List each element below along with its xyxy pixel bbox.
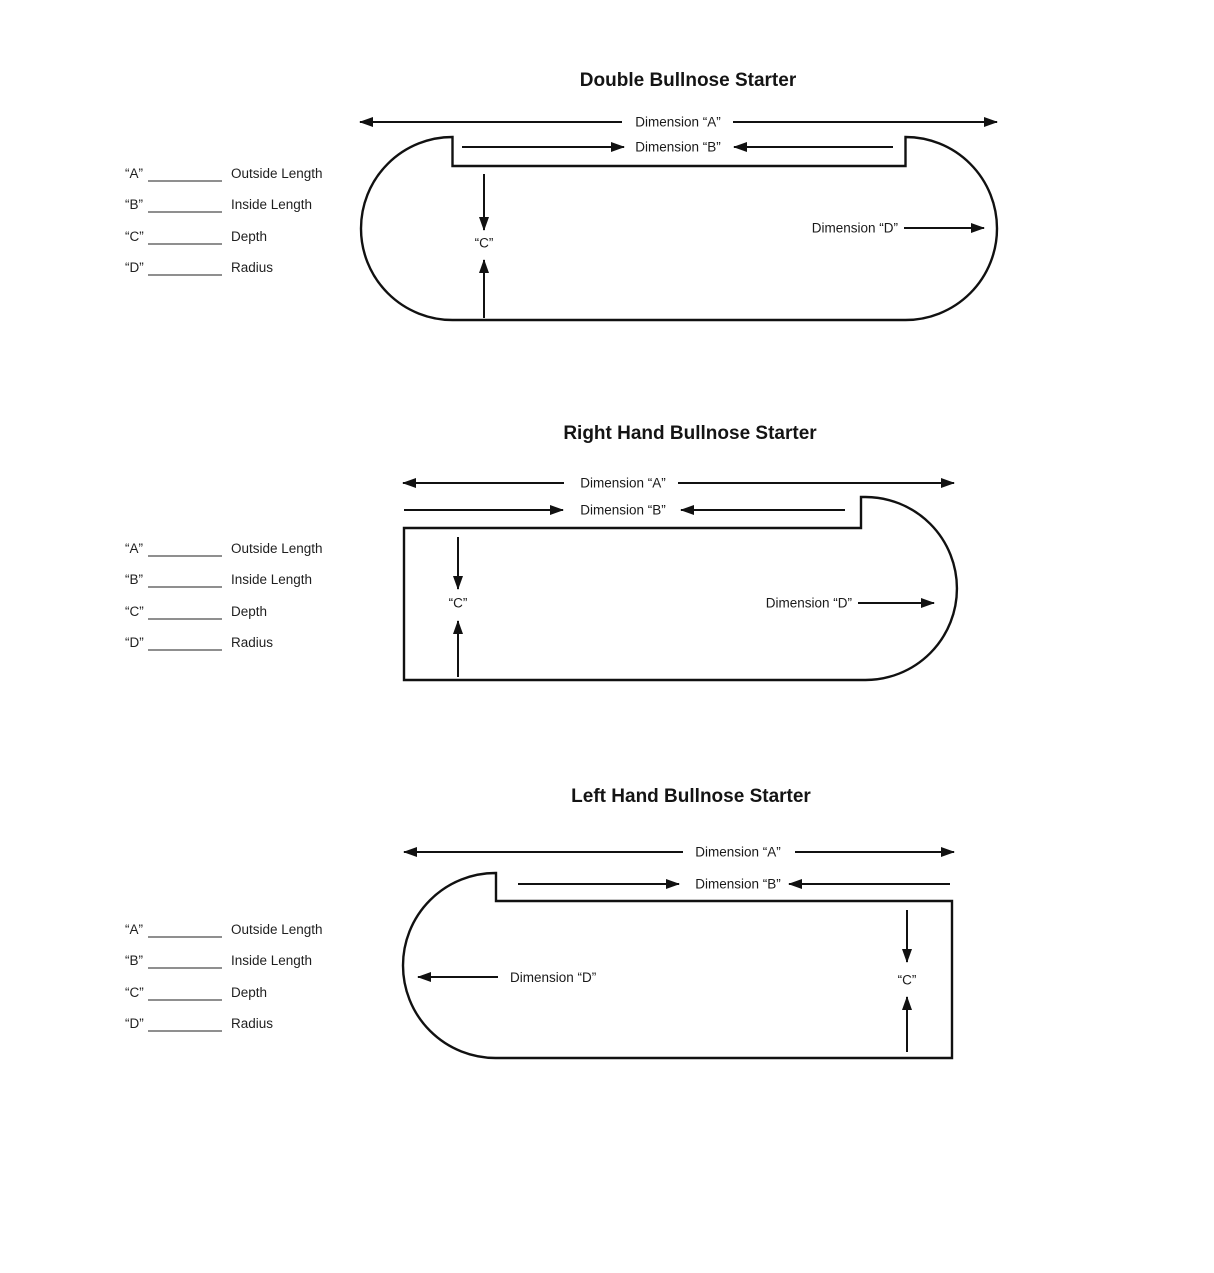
- form-row-c: [125, 602, 385, 633]
- right-hand-bullnose-diagram: [393, 470, 965, 690]
- dim-d-label: Dimension “D”: [765, 595, 852, 611]
- dimension-description-c: Depth: [231, 603, 268, 619]
- dim-c-label: “C”: [897, 972, 917, 988]
- form-row-b: [125, 195, 385, 226]
- dimension-description-b: Inside Length: [231, 953, 313, 969]
- dim-b-label: Dimension “B”: [580, 502, 666, 518]
- dimension-letter-d: “D”: [125, 1016, 144, 1032]
- dimension-description-a: Outside Length: [231, 541, 323, 556]
- dimension-description-d: Radius: [231, 1016, 274, 1032]
- dimension-form-left-hand-bullnose: [125, 920, 385, 1046]
- dimension-letter-b: “B”: [125, 953, 143, 969]
- dimension-letter-a: “A”: [125, 541, 143, 556]
- section-title-right-hand-bullnose: Right Hand Bullnose Starter: [563, 423, 817, 444]
- fill-in-blank-c: [148, 229, 222, 245]
- dimension-description-a: Outside Length: [231, 922, 323, 937]
- dimension-description-b: Inside Length: [231, 572, 313, 588]
- fill-in-blank-a: [148, 922, 222, 938]
- form-row-a: [125, 539, 385, 570]
- dimension-letter-a: “A”: [125, 166, 143, 181]
- left-hand-bullnose-diagram: [393, 840, 965, 1068]
- dimension-letter-d: “D”: [125, 260, 144, 276]
- dimension-letter-c: “C”: [125, 984, 144, 1000]
- dimension-letter-c: “C”: [125, 228, 144, 244]
- dimension-letter-c: “C”: [125, 603, 144, 619]
- fill-in-blank-a: [148, 166, 222, 182]
- dim-a-label: Dimension “A”: [580, 475, 666, 491]
- dim-c-label: “C”: [474, 235, 494, 251]
- form-row-c: [125, 983, 385, 1014]
- fill-in-blank-b: [148, 197, 222, 213]
- dimension-description-c: Depth: [231, 228, 268, 244]
- dimension-letter-b: “B”: [125, 572, 143, 588]
- fill-in-blank-d: [148, 635, 222, 651]
- dimension-letter-d: “D”: [125, 635, 144, 651]
- dim-b-label: Dimension “B”: [695, 876, 781, 892]
- fill-in-blank-b: [148, 572, 222, 588]
- countertop-outline: [403, 873, 952, 1058]
- fill-in-blank-a: [148, 541, 222, 557]
- dim-c-label: “C”: [448, 595, 468, 611]
- form-row-d: [125, 633, 385, 664]
- fill-in-blank-d: [148, 1016, 222, 1032]
- section-title-double-bullnose: Double Bullnose Starter: [579, 70, 797, 91]
- form-row-d: [125, 258, 385, 289]
- dimension-form-right-hand-bullnose: [125, 539, 385, 665]
- fill-in-blank-d: [148, 260, 222, 276]
- fill-in-blank-c: [148, 985, 222, 1001]
- fill-in-blank-b: [148, 953, 222, 969]
- form-row-b: [125, 570, 385, 601]
- dimension-description-c: Depth: [231, 984, 268, 1000]
- dim-b-label: Dimension “B”: [635, 139, 721, 155]
- dim-a-label: Dimension “A”: [695, 844, 781, 860]
- form-row-a: [125, 164, 385, 195]
- double-bullnose-diagram: [350, 105, 1015, 340]
- dimension-description-d: Radius: [231, 260, 274, 276]
- form-row-c: [125, 227, 385, 258]
- dimension-letter-b: “B”: [125, 197, 143, 213]
- dimension-letter-a: “A”: [125, 922, 143, 937]
- dimension-description-b: Inside Length: [231, 197, 313, 213]
- fill-in-blank-c: [148, 604, 222, 620]
- dimension-description-a: Outside Length: [231, 166, 323, 181]
- dimension-form-double-bullnose: [125, 164, 385, 290]
- section-title-left-hand-bullnose: Left Hand Bullnose Starter: [571, 786, 811, 807]
- countertop-outline: [404, 497, 957, 680]
- dimension-description-d: Radius: [231, 635, 274, 651]
- dim-a-label: Dimension “A”: [635, 114, 721, 130]
- form-row-b: [125, 951, 385, 982]
- form-row-d: [125, 1014, 385, 1045]
- countertop-outline: [361, 137, 997, 320]
- dim-d-label: Dimension “D”: [811, 220, 898, 236]
- form-row-a: [125, 920, 385, 951]
- dim-d-label: Dimension “D”: [510, 970, 597, 985]
